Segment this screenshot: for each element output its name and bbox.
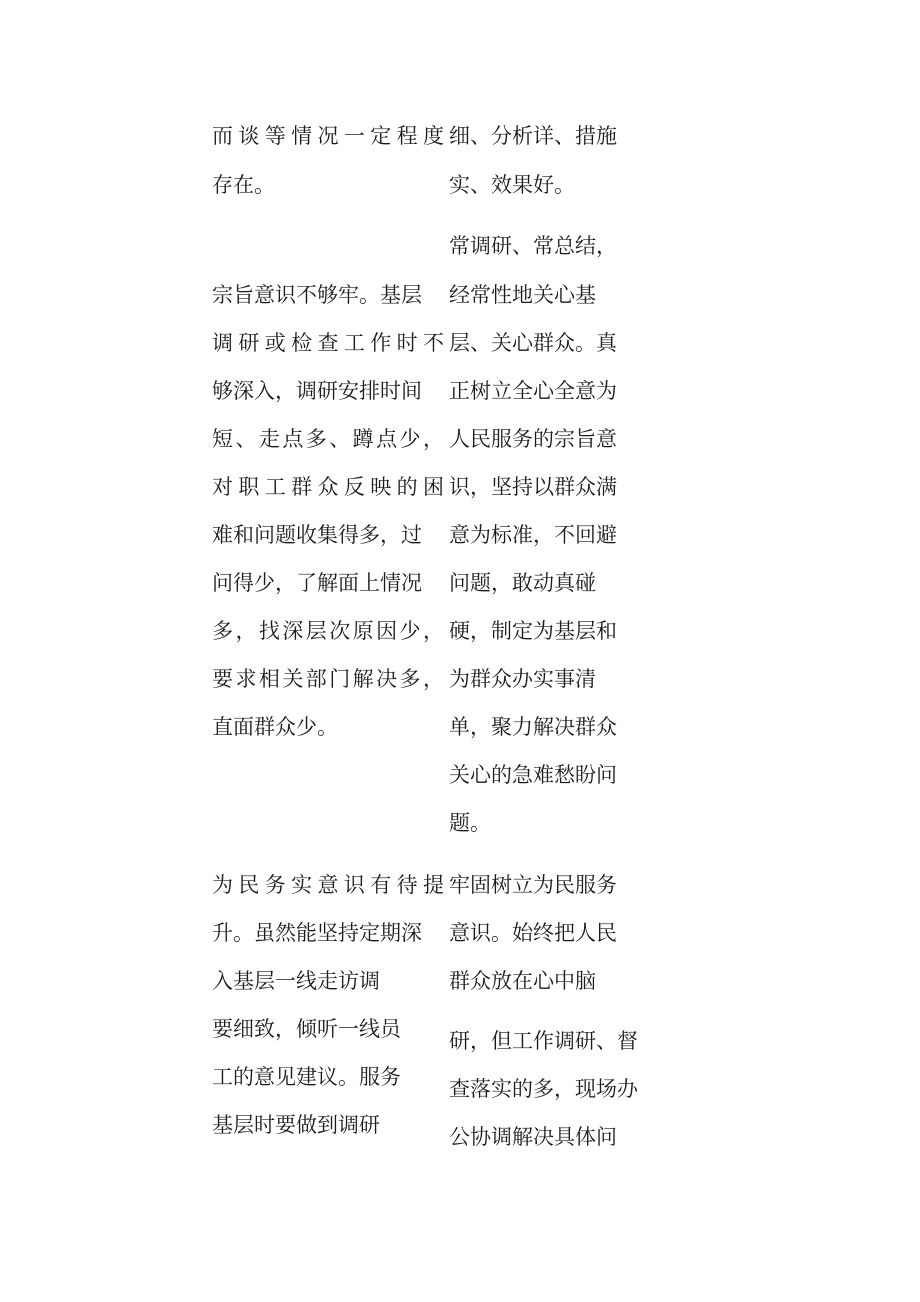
right-line: 意识。始终把人民 (449, 921, 617, 945)
left-line: 调研或检查工作时不 (212, 331, 444, 355)
left-line: 对职工群众反映的困 (212, 475, 444, 499)
left-line: 问得少，了解面上情况 (212, 571, 422, 595)
right-line: 识，坚持以群众满 (449, 475, 617, 499)
left-line: 工的意见建议。服务 (212, 1065, 401, 1089)
right-line: 细、分析详、措施 (449, 124, 617, 148)
right-text-column (449, 0, 659, 1302)
left-line: 入基层一线走访调 (212, 969, 380, 993)
left-line: 直面群众少。 (212, 715, 338, 739)
right-line: 题。 (449, 811, 491, 835)
left-line: 要细致，倾听一线员 (212, 1017, 401, 1041)
right-line: 问题，敢动真碰 (449, 571, 596, 595)
left-line: 基层时要做到调研 (212, 1113, 380, 1137)
right-line: 群众放在心中脑 (449, 969, 596, 993)
right-line: 经常性地关心基 (449, 283, 596, 307)
left-text-column (212, 0, 444, 1302)
right-line: 人民服务的宗旨意 (449, 427, 617, 451)
right-line: 意为标准，不回避 (449, 523, 617, 547)
right-line: 硬，制定为基层和 (449, 619, 617, 643)
left-line: 多，找深层次原因少， (212, 619, 444, 643)
right-line: 正树立全心全意为 (449, 379, 617, 403)
left-line: 升。虽然能坚持定期深 (212, 921, 422, 945)
right-line: 关心的急难愁盼问 (449, 763, 617, 787)
right-line: 为群众办实事清 (449, 667, 596, 691)
left-line: 为民务实意识有待提 (212, 873, 444, 897)
right-line: 层、关心群众。真 (449, 331, 617, 355)
left-line: 短、走点多、蹲点少， (212, 427, 444, 451)
left-line: 够深入，调研安排时间 (212, 379, 422, 403)
right-line: 单，聚力解决群众 (449, 715, 617, 739)
left-line: 难和问题收集得多，过 (212, 523, 422, 547)
right-line: 实、效果好。 (449, 173, 575, 197)
right-line: 公协调解决具体问 (449, 1125, 617, 1149)
right-line: 查落实的多，现场办 (449, 1077, 638, 1101)
left-line: 而谈等情况一定程度 (212, 124, 444, 148)
left-line: 要求相关部门解决多， (212, 667, 444, 691)
right-line: 牢固树立为民服务 (449, 873, 617, 897)
left-line: 存在。 (212, 173, 275, 197)
right-line: 研，但工作调研、督 (449, 1029, 638, 1053)
left-line: 宗旨意识不够牢。基层 (212, 283, 422, 307)
right-line: 常调研、常总结， (449, 234, 617, 258)
